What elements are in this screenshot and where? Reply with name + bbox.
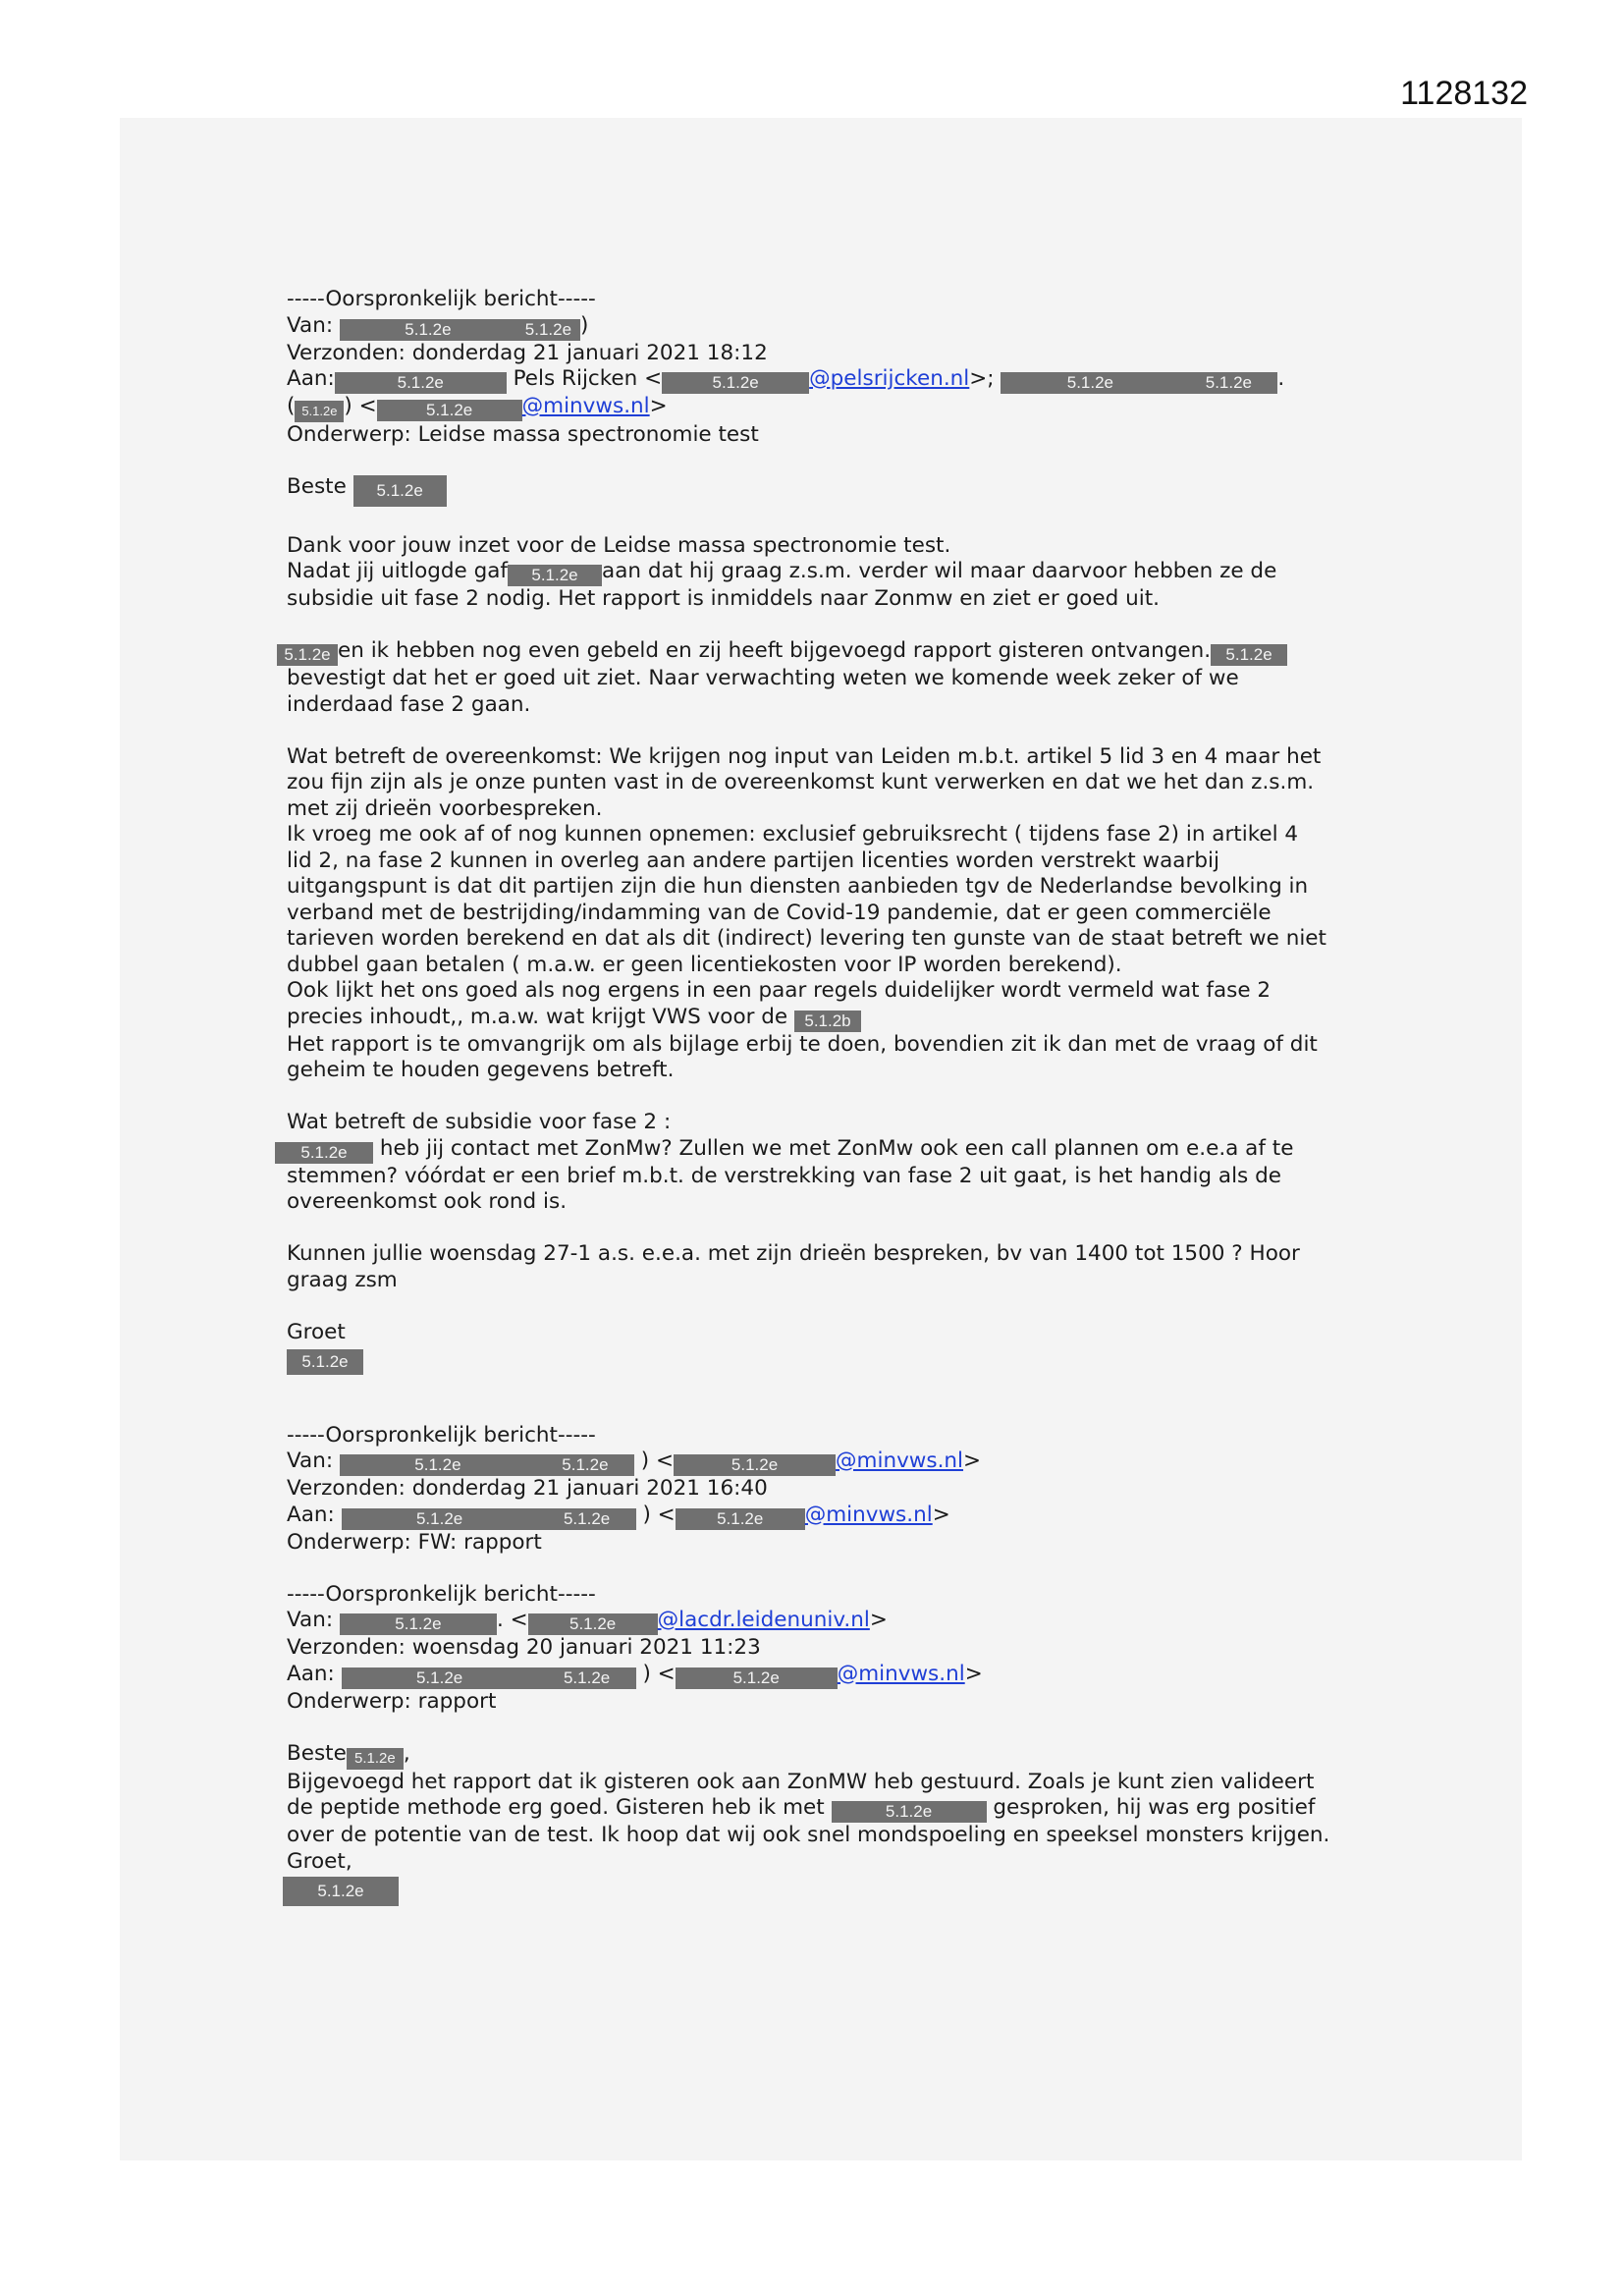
redaction-box: 5.1.2e <box>832 1801 987 1823</box>
paragraph-line <box>277 638 1357 666</box>
to-line <box>287 1662 1357 1689</box>
redaction-box: 5.1.2e <box>342 1667 538 1689</box>
greeting <box>287 474 1357 507</box>
paragraph-line: Kunnen jullie woensdag 27-1 a.s. e.e.a. met zijn drieën bespreken, bv van 1400 tot 1500 ? Hoor <box>287 1241 1300 1266</box>
text: , <box>403 1740 410 1766</box>
redaction-box: 5.1.2e <box>516 319 580 341</box>
to-line <box>287 366 1357 394</box>
email-link[interactable]: @minvws.nl <box>804 1502 933 1527</box>
signature <box>287 1345 1357 1375</box>
header-divider: -----Oorspronkelijk bericht----- <box>287 1422 596 1448</box>
redaction-box: 5.1.2e <box>538 1508 636 1530</box>
header-divider: -----Oorspronkelijk bericht----- <box>287 287 596 311</box>
redaction-box: 5.1.2e <box>528 1613 658 1635</box>
text: aan dat hij graag z.s.m. verder wil maar daarvoor hebben ze de <box>602 559 1277 583</box>
sender-text: ) < <box>640 1449 675 1473</box>
paragraph-line: lid 2, na fase 2 kunnen in overleg aan andere partijen licenties worden verstrekt waarbij <box>287 847 1219 873</box>
email-link[interactable]: @lacdr.leidenuniv.nl <box>657 1608 870 1632</box>
paragraph-line: verband met de bestrijding/indamming van de Covid-19 pandemie, dat er geen commerciële <box>287 900 1272 925</box>
sender-text: > <box>963 1449 982 1473</box>
redaction-box: 5.1.2e <box>347 1748 404 1770</box>
text: en ik hebben nog even gebeld en zij heeft bijgevoegd rapport gisteren ontvangen. <box>338 638 1212 663</box>
to-line <box>287 1503 1357 1530</box>
subject-line: Onderwerp: rapport <box>287 1688 497 1714</box>
paragraph-line: Wat betreft de overeenkomst: We krijgen nog input van Leiden m.b.t. artikel 5 lid 3 en 4 maar het <box>287 743 1322 769</box>
paragraph-line <box>287 1005 1357 1032</box>
paragraph-line: zou fijn zijn als je onze punten vast in de overeenkomst kunt verwerken en dat we het dan z.s.m. <box>287 770 1315 794</box>
recipient-text: ) < <box>344 394 377 418</box>
document-number: 1128132 <box>1400 75 1528 112</box>
closing: Groet <box>287 1319 346 1344</box>
recipient-text: ) < <box>642 1661 676 1686</box>
sent-line: Verzonden: woensdag 20 januari 2021 11:23 <box>287 1635 761 1660</box>
recipient-text: . <box>1277 366 1285 391</box>
recipient-text: > <box>649 394 668 418</box>
text: precies inhoudt,, m.a.w. wat krijgt VWS voor de <box>287 1004 788 1029</box>
redaction-box: 5.1.2b <box>794 1011 861 1032</box>
paragraph-line: Ook lijkt het ons goed als nog ergens in een paar regels duidelijker wordt vermeld wat fase 2 <box>287 978 1272 1003</box>
email-link[interactable]: @minvws.nl <box>521 394 650 418</box>
redaction-box: 5.1.2e <box>1179 372 1277 394</box>
redaction-box: 5.1.2e <box>508 565 602 586</box>
sent-line: Verzonden: donderdag 21 januari 2021 18:12 <box>287 340 768 365</box>
from-label: Van: <box>287 312 334 338</box>
redaction-box: 5.1.2e <box>536 1454 634 1476</box>
redaction-box: 5.1.2e <box>340 1454 536 1476</box>
closing: Groet, <box>287 1848 352 1874</box>
paragraph-line: over de potentie van de test. Ik hoop dat wij ook snel mondspoeling en speeksel monsters krijgen. <box>287 1823 1330 1847</box>
redaction-box: 5.1.2e <box>277 644 338 666</box>
paragraph-line: overeenkomst ook rond is. <box>287 1189 568 1214</box>
redaction-box: 5.1.2e <box>295 401 344 422</box>
redaction-box: 5.1.2e <box>377 400 522 421</box>
paragraph-line: tarieven worden berekend en dat als dit (indirect) levering ten gunste van de staat betreft we niet <box>287 926 1326 951</box>
from-line: Van: 5.1.2e 5.1.2e ) <box>287 312 589 339</box>
greeting <box>287 1741 1357 1770</box>
paragraph-line: bevestigt dat het er goed uit ziet. Naar verwachting weten we komende week zeker of we <box>287 666 1239 690</box>
text: de peptide methode erg goed. Gisteren heb ik met <box>287 1795 825 1820</box>
sender-text: > <box>869 1608 888 1632</box>
recipient-text: Pels Rijcken < <box>513 366 663 391</box>
recipient-text: > <box>932 1502 950 1527</box>
redaction-box: 5.1.2e <box>676 1667 838 1689</box>
email-thread <box>284 287 1357 1906</box>
redaction-box: 5.1.2e <box>340 319 516 341</box>
paragraph-line: subsidie uit fase 2 nodig. Het rapport is inmiddels naar Zonmw en ziet er goed uit. <box>287 586 1160 611</box>
to-label: Aan: <box>287 1502 335 1527</box>
redaction-box: 5.1.2e <box>353 475 447 507</box>
recipient-text: ) < <box>642 1502 676 1527</box>
text: Nadat jij uitlogde gaf <box>287 559 509 583</box>
paragraph-line: stemmen? vóórdat er een brief m.b.t. de verstrekking van fase 2 uit gaat, is het handig als de <box>287 1163 1281 1188</box>
paragraph-line: Bijgevoegd het rapport dat ik gisteren ook aan ZonMW heb gestuurd. Zoals je kunt zien valideert <box>287 1769 1315 1794</box>
from-label: Van: <box>287 1449 334 1473</box>
paragraph-line: Ik vroeg me ook af of nog kunnen opnemen: exclusief gebruiksrecht ( tijdens fase 2) in artikel 4 <box>287 822 1299 847</box>
redaction-box: 5.1.2e <box>287 1349 363 1375</box>
paragraph-line <box>275 1136 1357 1164</box>
redaction-box: 5.1.2e <box>275 1142 373 1164</box>
recipient-text: > <box>964 1661 983 1686</box>
redaction-box: 5.1.2e <box>283 1877 399 1906</box>
to-label: Aan: <box>287 1661 335 1686</box>
paragraph-line: inderdaad fase 2 gaan. <box>287 691 531 717</box>
from-line <box>287 1608 1357 1635</box>
greeting-text: Beste <box>287 474 347 499</box>
paragraph-line: graag zsm <box>287 1267 398 1292</box>
redaction-box: 5.1.2e <box>538 1667 636 1689</box>
redaction-box: 5.1.2e <box>662 372 809 394</box>
paragraph-line <box>287 559 1357 586</box>
header-divider: -----Oorspronkelijk bericht----- <box>287 1581 596 1607</box>
redaction-box: 5.1.2e <box>674 1454 836 1476</box>
text: heb jij contact met ZonMw? Zullen we met ZonMw ook een call plannen om e.e.a af te <box>379 1135 1294 1161</box>
paragraph-line: Het rapport is te omvangrijk om als bijlage erbij te doen, bovendien zit ik dan met de vraag of dit <box>287 1031 1318 1057</box>
redaction-box: 5.1.2e <box>342 1508 538 1530</box>
paragraph-line: Wat betreft de subsidie voor fase 2 : <box>287 1110 672 1134</box>
redaction-box: 5.1.2e <box>340 1613 497 1635</box>
email-link[interactable]: @minvws.nl <box>837 1661 965 1686</box>
subject-line: Onderwerp: FW: rapport <box>287 1529 542 1555</box>
subject-line: Onderwerp: Leidse massa spectronomie test <box>287 422 759 447</box>
paragraph-line: Dank voor jouw inzet voor de Leidse massa spectronomie test. <box>287 532 951 558</box>
paragraph-line: uitgangspunt is dat dit partijen zijn die hun diensten aanbieden tgv de Nederlandse bevolking in <box>287 874 1309 899</box>
greeting-text: Beste <box>287 1740 347 1766</box>
redaction-box: 5.1.2e <box>335 372 507 394</box>
redaction-box: 5.1.2e <box>1001 372 1179 394</box>
redaction-box: 5.1.2e <box>676 1508 805 1530</box>
paragraph-line: dubbel gaan betalen ( m.a.w. er geen licentiekosten voor IP worden berekend). <box>287 952 1122 977</box>
to-line-continued <box>287 394 1357 422</box>
text: gesproken, hij was erg positief <box>993 1795 1316 1820</box>
recipient-text: ( <box>287 394 296 418</box>
from-line <box>287 1449 1357 1476</box>
paragraph-line: met zij drieën voorbespreken. <box>287 795 603 821</box>
email-link[interactable]: @minvws.nl <box>836 1449 964 1473</box>
sent-line: Verzonden: donderdag 21 januari 2021 16:40 <box>287 1476 768 1501</box>
paragraph-line <box>287 1795 1357 1823</box>
email-link[interactable]: @pelsrijcken.nl <box>809 366 970 391</box>
from-label: Van: <box>287 1608 334 1632</box>
recipient-text: >; <box>969 366 995 391</box>
redaction-box: 5.1.2e <box>1211 644 1287 666</box>
paragraph-line: geheim te houden gegevens betreft. <box>287 1058 675 1082</box>
to-label: Aan: <box>287 366 335 391</box>
signature <box>283 1875 1357 1906</box>
sender-text: . < <box>496 1608 528 1632</box>
